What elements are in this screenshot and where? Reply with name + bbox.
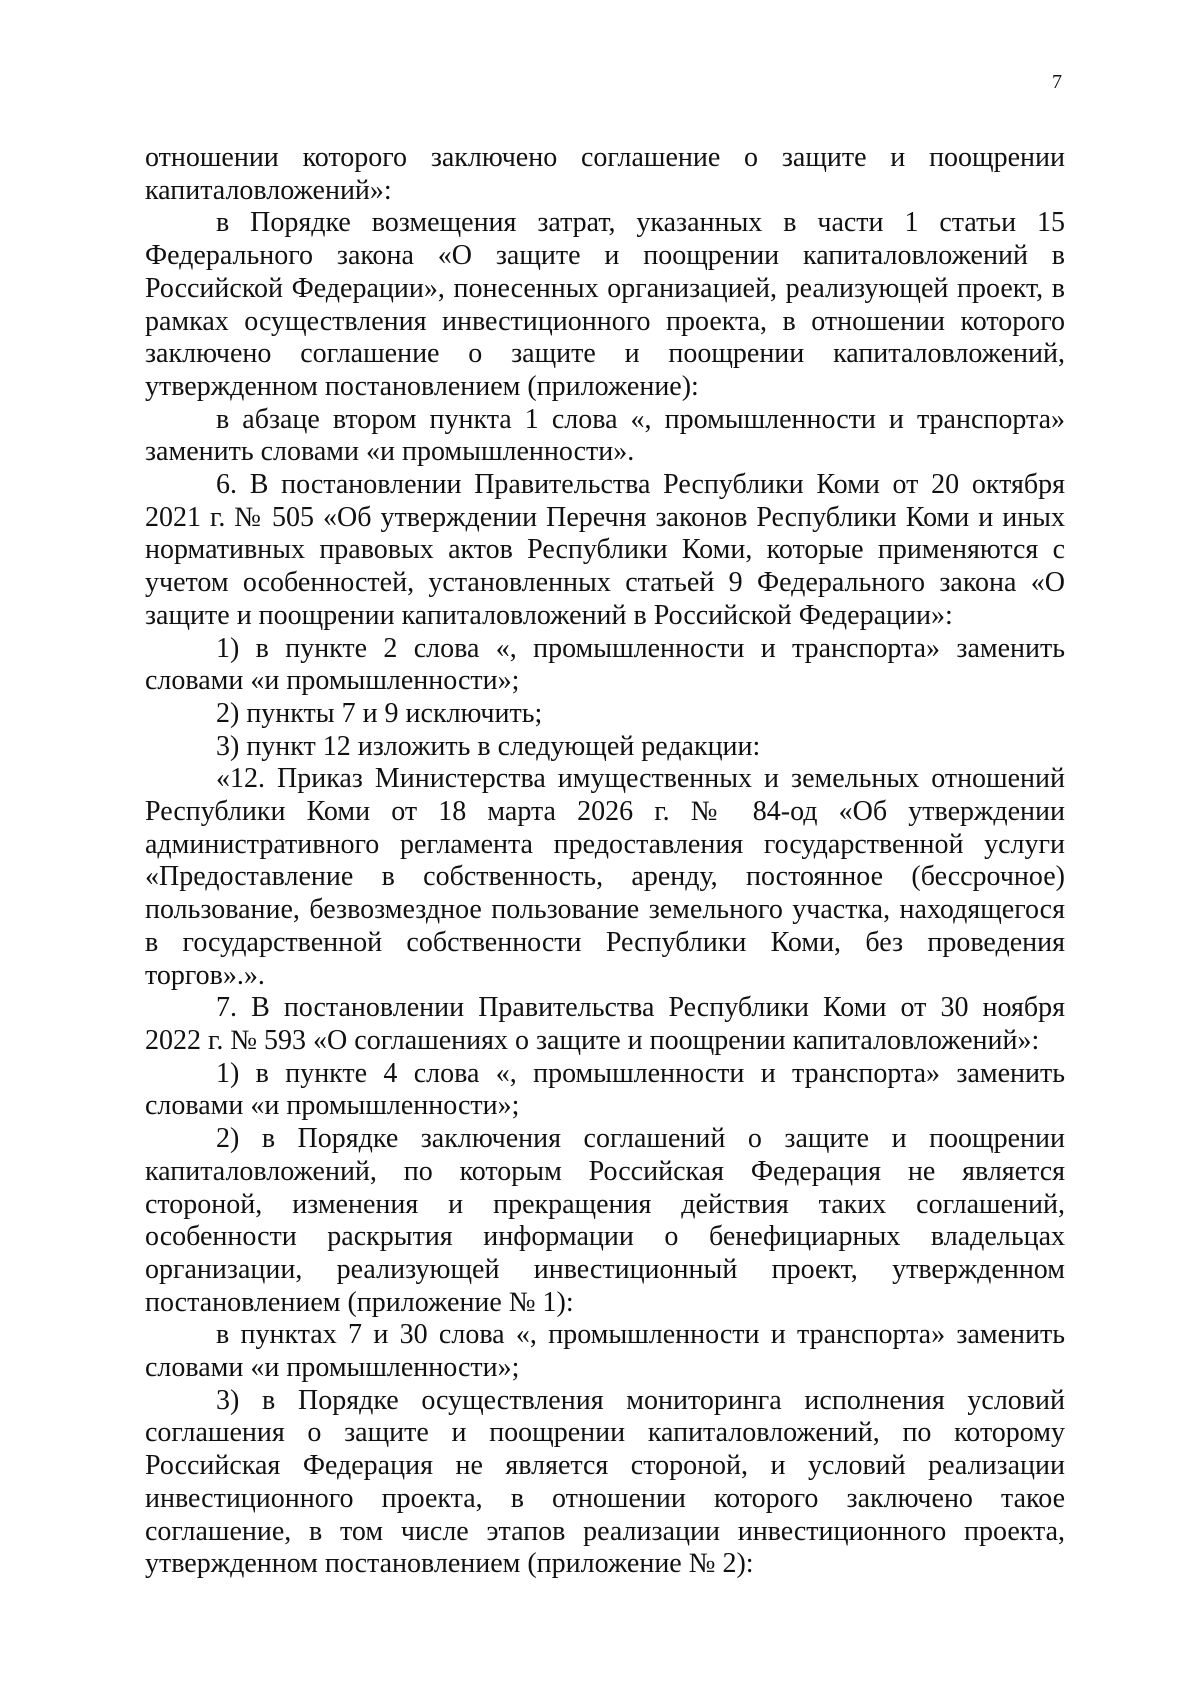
paragraph: в Порядке возмещения затрат, указанных в части 1 статьи 15 Федерального закона «О защите и поощрении капиталовложений в Российской Федерации», понесенных организацией, реализующей проект, в рамках осуществления инвестиционного проекта, в отношении которого заключено соглашение о защите и поощрении капиталовложений, утвержденном постановлением (приложение):	[145, 207, 1065, 402]
document-body	[145, 142, 1065, 1581]
paragraph: 2) пункты 7 и 9 исключить;	[216, 697, 543, 729]
paragraph: 1) в пункте 4 слова «, промышленности и транспорта» заменить словами «и промышленности»;	[145, 1057, 1065, 1122]
paragraph: 3) в Порядке осуществления мониторинга исполнения условий соглашения о защите и поощрении капиталовложений, по которому Российская Федерация не является стороной, и условий реализации инвестиционного проекта, в отношении которого заключено такое соглашение, в том числе этапов реализации инвестиционного проекта, утвержденном постановлением (приложение № 2):	[145, 1384, 1065, 1580]
paragraph: 7. В постановлении Правительства Республики Коми от 30 ноября 2022 г. № 593 «О соглашениях о защите и поощрении капиталовложений»:	[145, 992, 1065, 1056]
paragraph: в пунктах 7 и 30 слова «, промышленности и транспорта» заменить словами «и промышленности»;	[145, 1319, 1065, 1384]
paragraph: «12. Приказ Министерства имущественных и земельных отношений Республики Коми от 18 марта 2026 г. № 84-од «Об утверждении административного регламента предоставления государственной услуги «Предоставление в собственность, аренду, постоянное (бессрочное) пользование, безвозмездное пользование земельного участка, находящегося в государственной собственности Республики Коми, без проведения торгов».».	[145, 763, 1065, 991]
paragraph: 6. В постановлении Правительства Республики Коми от 20 октября 2021 г. № 505 «Об утверждении Перечня законов Республики Коми и иных нормативных правовых актов Республики Коми, которые применяются с учетом особенностей, установленных статьей 9 Федерального закона «О защите и поощрении капиталовложений в Российской Федерации»:	[145, 469, 1065, 631]
paragraph: отношении которого заключено соглашение о защите и поощрении капиталовложений»:	[145, 142, 1065, 206]
paragraph: 1) в пункте 2 слова «, промышленности и транспорта» заменить словами «и промышленности»;	[145, 632, 1065, 697]
paragraph: в абзаце втором пункта 1 слова «, промышленности и транспорта» заменить словами «и промышленности».	[145, 403, 1065, 468]
paragraph: 3) пункт 12 изложить в следующей редакции:	[216, 730, 761, 762]
page-number: 7	[1052, 71, 1062, 93]
paragraph: 2) в Порядке заключения соглашений о защите и поощрении капиталовложений, по которым Российская Федерация не является стороной, изменения и прекращения действия таких соглашений, особенности раскрытия информации о бенефициарных владельцах организации, реализующей инвестиционный проект, утвержденном постановлением (приложение № 1):	[145, 1123, 1065, 1318]
